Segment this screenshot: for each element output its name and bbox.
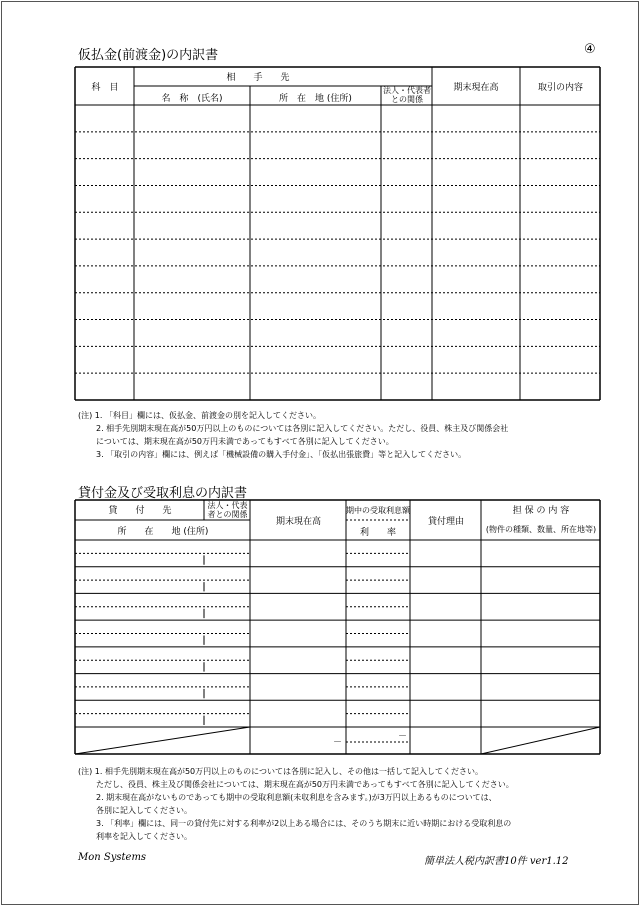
note-line: 3. 「利率」欄には、同一の貸付先に対する利率が2以上ある場合には、そのうち期末に近い時期における受取利息の: [96, 819, 512, 828]
header-balance: 期末現在高: [453, 83, 499, 93]
header-reason: 貸付理由: [427, 517, 464, 527]
total-dash-balance: －: [333, 738, 343, 748]
header-address-2: 所 在 地 (住所): [117, 527, 209, 537]
section1-title: 仮払金(前渡金)の内訳書: [78, 48, 219, 63]
header-collateral-sub: (物件の種類、数量、所在地等): [485, 525, 597, 534]
header-subject: 科 目: [91, 83, 119, 93]
footer-left: Mon Systems: [78, 852, 147, 863]
note-line: 利率を記入してください。: [96, 832, 192, 841]
table-line: [75, 727, 250, 754]
header-lender: 貸 付 先: [108, 506, 172, 516]
footer-right: 簡単法人税内訳書10件 ver1.12: [424, 856, 569, 867]
total-dash-interest: －: [398, 732, 408, 742]
note-line: ただし、役員、株主及び関係会社については、期末現在高が50万円未満であってもすべて各別に記入してください。: [96, 780, 514, 789]
header-transaction: 取引の内容: [537, 83, 583, 93]
note-line: 2. 相手先別期末現在高が50万円以上のものについては各別に記入してください。ただし、役員、株主及び関係会社: [96, 424, 509, 433]
page-number: ④: [584, 42, 596, 57]
header-interest-amount: 期中の受取利息額: [346, 506, 410, 515]
note-line: 2. 期末現在高がないものであっても期中の受取利息額(未収利息を含みます。)が3万円以上あるものについては、: [96, 793, 497, 802]
header-address: 所 在 地 (住所): [279, 94, 352, 104]
section2-title: 貸付金及び受取利息の内訳書: [78, 486, 248, 501]
table-line: [481, 727, 600, 754]
header-partner: 相 手 先: [226, 73, 290, 83]
header-interest-rate: 利 率: [359, 528, 396, 538]
note-line: (注) 1. 「科目」欄には、仮払金、前渡金の別を記入してください。: [78, 411, 321, 420]
header-collateral: 担 保 の 内 容: [512, 506, 570, 516]
note-line: 3. 「取引の内容」欄には、例えば「機械設備の購入手付金」、「仮払出張旅費」等と記入してください。: [96, 450, 467, 459]
note-line: については、期末現在高が50万円未満であってもすべて各別に記入してください。: [96, 437, 394, 446]
header-name: 名 称 (氏名): [161, 94, 223, 104]
header-relation-2: 法人・代表者との関係: [207, 501, 248, 519]
note-line: (注) 1. 相手先別期末現在高が50万円以上のものについては各別に記入し、その他は一括して記入してください。: [78, 767, 483, 776]
header-balance-2: 期末現在高: [275, 517, 321, 527]
note-line: 各別に記入してください。: [96, 806, 192, 815]
header-relation: 法人・代表者との関係: [383, 86, 431, 104]
